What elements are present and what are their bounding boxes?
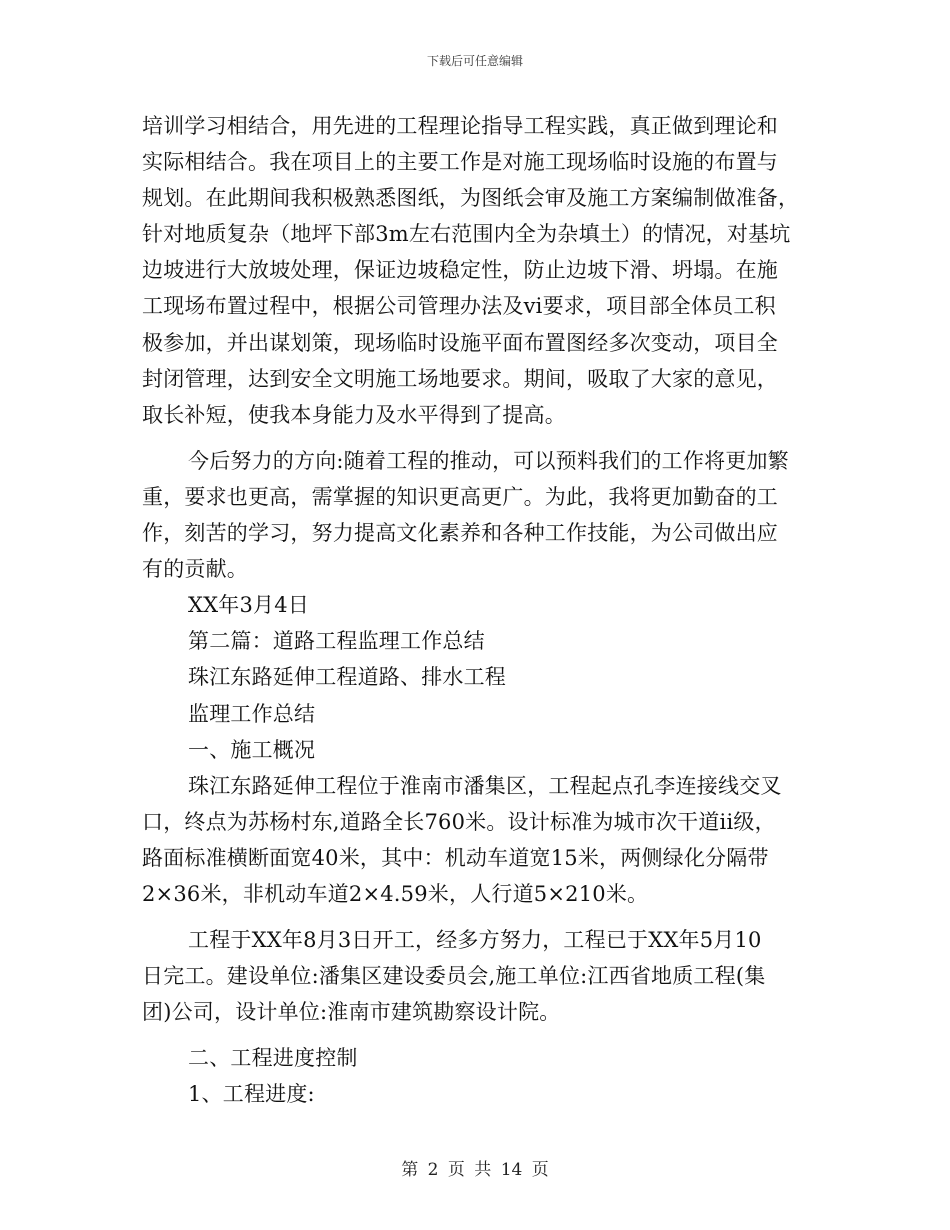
text-line: 取长补短，使我本身能力及水平得到了提高。 xyxy=(142,402,566,427)
text-line: 作，刻苦的学习，努力提高文化素养和各种工作技能，为公司做出应 xyxy=(142,521,778,546)
document-body xyxy=(142,108,814,1113)
text-line: 珠江东路延伸工程道路、排水工程 xyxy=(188,665,506,690)
text-line: 路面标准横断面宽40米，其中：机动车道宽15米，两侧绿化分隔带 xyxy=(142,845,769,870)
text-line: 一、施工概况 xyxy=(188,737,316,762)
text-line: 口，终点为苏杨村东,道路全长760米。设计标准为城市次干道ii级， xyxy=(142,809,776,834)
text-line: 实际相结合。我在项目上的主要工作是对施工现场临时设施的布置与 xyxy=(142,150,778,175)
text-line: 珠江东路延伸工程位于淮南市潘集区，工程起点孔李连接线交叉 xyxy=(188,773,782,798)
text-line: 针对地质复杂（地坪下部3m左右范围内全为杂填土）的情况，对基坑 xyxy=(142,222,791,247)
text-line: 二、工程进度控制 xyxy=(188,1046,358,1071)
text-line: 封闭管理，达到安全文明施工场地要求。期间，吸取了大家的意见， xyxy=(142,366,778,391)
text-line: 工现场布置过程中，根据公司管理办法及vi要求，项目部全体员工积 xyxy=(142,294,776,319)
text-line: 第二篇：道路工程监理工作总结 xyxy=(188,629,485,654)
text-line: 极参加，并出谋划策，现场临时设施平面布置图经多次变动，项目全 xyxy=(142,330,778,355)
text-line: 团)公司，设计单位:淮南市建筑勘察设计院。 xyxy=(142,1000,561,1025)
text-line: 有的贡献。 xyxy=(142,557,248,582)
page-footer: 第 2 页 共 14 页 xyxy=(401,1160,549,1180)
text-line: 1、工程进度: xyxy=(188,1082,315,1107)
text-line: 边坡进行大放坡处理，保证边坡稳定性，防止边坡下滑、坍塌。在施 xyxy=(142,258,778,283)
text-line: 监理工作总结 xyxy=(188,701,316,726)
text-line: 日完工。建设单位:潘集区建设委员会,施工单位:江西省地质工程(集 xyxy=(142,964,766,989)
page-header: 下载后可任意编辑 xyxy=(426,54,523,68)
text-line: 重，要求也更高，需掌握的知识更高更广。为此，我将更加勤奋的工 xyxy=(142,484,778,509)
text-line: 2×36米，非机动车道2×4.59米，人行道5×210米。 xyxy=(142,881,649,906)
text-line: XX年3月4日 xyxy=(188,593,310,618)
text-line: 今后努力的方向:随着工程的推动，可以预料我们的工作将更加繁 xyxy=(188,448,789,473)
text-line: 培训学习相结合，用先进的工程理论指导工程实践，真正做到理论和 xyxy=(142,114,778,138)
text-line: 规划。在此期间我积极熟悉图纸，为图纸会审及施工方案编制做准备， xyxy=(142,186,800,211)
text-line: 工程于XX年8月3日开工，经多方努力，工程已于XX年5月10 xyxy=(188,928,762,953)
